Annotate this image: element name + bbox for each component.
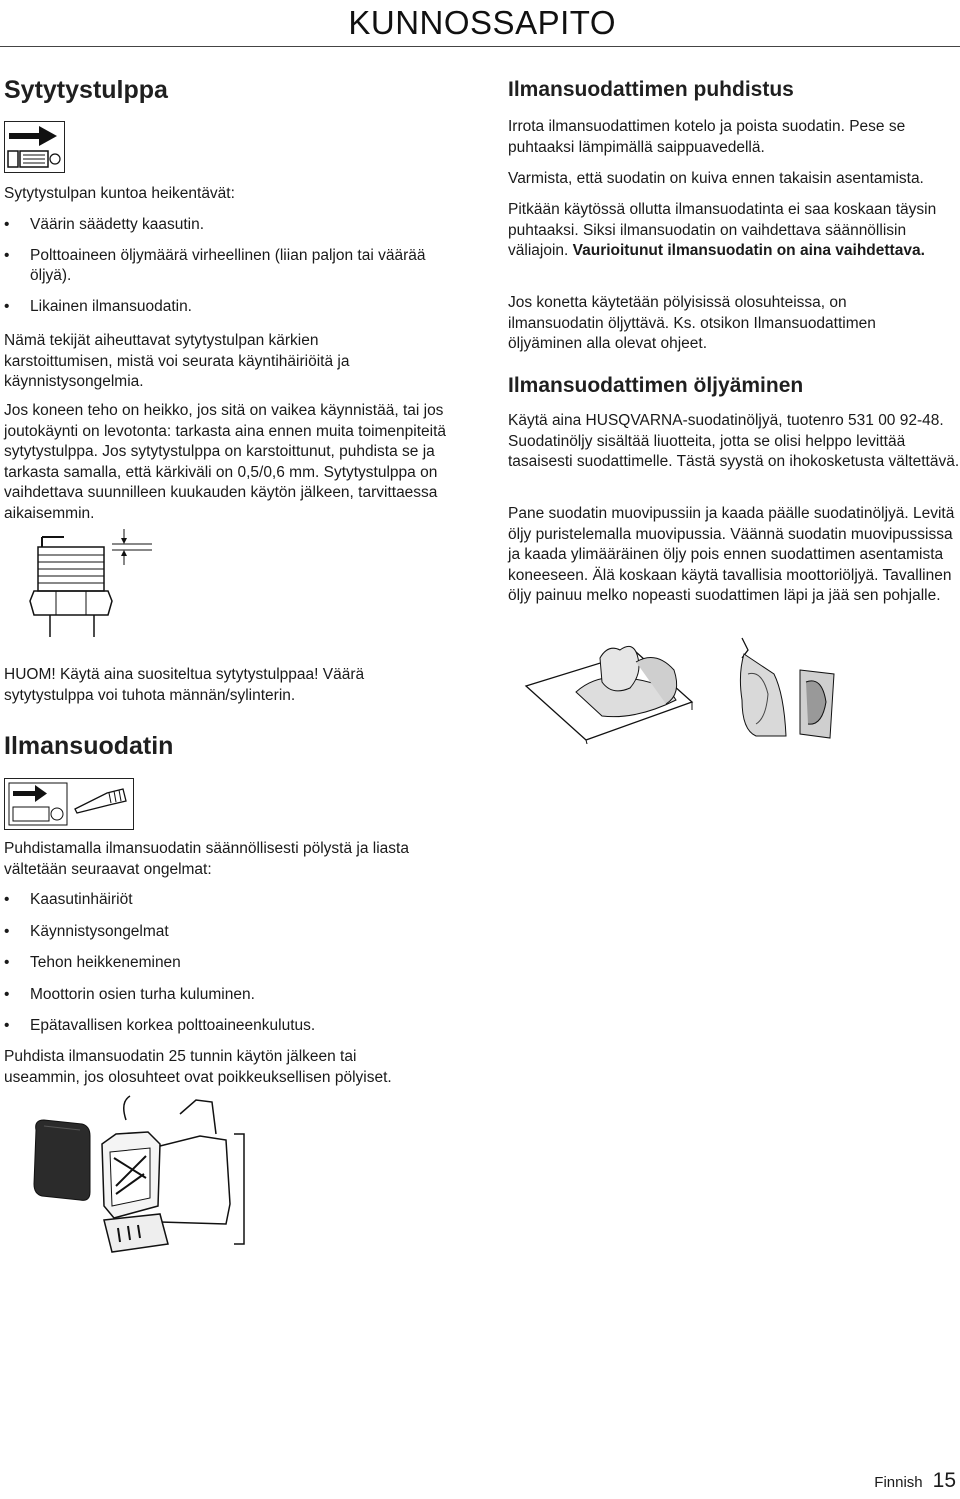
air-filter-housing-illustration bbox=[30, 1094, 260, 1264]
right-column bbox=[508, 0, 960, 1499]
spark-plug-para2: Jos koneen teho on heikko, jos sitä on vaikea käynnistää, tai jos joutokäynti on levotonta: tarkasta aina ennen muita toimenpiteitä sytytystulppa. Jos sytytystulppa on karstoittunut, puhdista se ja tarkasta samalla, että kärkiväli on 0,5/0,6 mm. Sytytystulppa on vaihdettava suunnilleen kuukauden käytön jälkeen, tarvittaessa aikaisemmin. bbox=[4, 402, 447, 522]
list-item: • Tehon heikkeneminen bbox=[4, 953, 456, 974]
cleaning-p4: Jos konetta käytetään pölyisissä olosuhteissa, on ilmansuodatin öljyttävä. Ks. otsikon Ilmansuodattimen öljyäminen alla olevat ohjeet. bbox=[508, 294, 876, 352]
oiling-p1: Käytä aina HUSQVARNA-suodatinöljyä, tuotenro 531 00 92-48. Suodatinöljy sisältää liuotteita, jotta se olisi helppo levittää tasaisesti suodattimelle. Tästä syystä on ihokosketusta vältettävä. bbox=[508, 412, 960, 470]
oiling-p2: Pane suodatin muovipussiin ja kaada päälle suodatinöljyä. Levitä öljy puristelemalla muovipussia. Väännä suodatin muovipussissa ja kaada ylimääräinen öljy pois ennen suodattimen asentamista koneeseen. Älä koskaan käytä tavallisia moottoriöljyä. Tavallinen öljy painuu melko nopeasti suodattimen läpi ja jää sen pohjalle. bbox=[508, 505, 955, 604]
arrow-spark-plug-icon bbox=[4, 121, 65, 173]
air-filter-heading: Ilmansuodatin bbox=[4, 732, 174, 760]
cleaning-p3 bbox=[508, 200, 948, 262]
cleaning-p1: Irrota ilmansuodattimen kotelo ja poista suodatin. Pese se puhtaaksi lämpimällä saippuavedellä. bbox=[508, 118, 906, 156]
footer-language: Finnish bbox=[874, 1474, 923, 1491]
page-footer bbox=[874, 1469, 956, 1493]
left-column bbox=[4, 0, 456, 1499]
spark-plug-para1: Nämä tekijät aiheuttavat sytytystulpan kärkien karstoittumisen, mistä voi seurata käyntihäiriöitä ja käynnistysongelmia. bbox=[4, 332, 350, 390]
list-item: • Väärin säädetty kaasutin. bbox=[4, 215, 456, 236]
air-filter-problems-list bbox=[4, 890, 456, 1037]
page-number: 15 bbox=[932, 1469, 956, 1492]
arrow-stop-brush-icon bbox=[4, 778, 134, 830]
cleaning-p3-bold: Vaurioitunut ilmansuodatin on aina vaihdettava. bbox=[572, 242, 925, 259]
list-item: • Likainen ilmansuodatin. bbox=[4, 297, 456, 318]
list-item: • Käynnistysongelmat bbox=[4, 922, 456, 943]
air-filter-intro: Puhdistamalla ilmansuodatin säännöllisesti pölystä ja liasta vältetään seuraavat ongelmat: bbox=[4, 840, 409, 878]
list-item: • Moottorin osien turha kuluminen. bbox=[4, 985, 456, 1006]
air-filter-para: Puhdista ilmansuodatin 25 tunnin käytön jälkeen tai useammin, jos olosuhteet ovat poikkeuksellisen pölyiset. bbox=[4, 1048, 392, 1086]
list-item: • Kaasutinhäiriöt bbox=[4, 890, 456, 911]
cleaning-heading: Ilmansuodattimen puhdistus bbox=[508, 78, 794, 101]
spark-plug-heading: Sytytystulppa bbox=[4, 76, 168, 104]
spark-plug-gap-illustration bbox=[24, 525, 184, 640]
spark-plug-note: HUOM! Käytä aina suositeltua sytytystulppaa! Väärä sytytystulppa voi tuhota männän/sylinterin. bbox=[4, 666, 365, 704]
page-title: KUNNOSSAPITO bbox=[348, 4, 616, 41]
spark-plug-causes-list bbox=[4, 215, 456, 317]
oiling-heading: Ilmansuodattimen öljyäminen bbox=[508, 374, 804, 397]
list-item: • Epätavallisen korkea polttoaineenkulutus. bbox=[4, 1016, 456, 1037]
cleaning-p2: Varmista, että suodatin on kuiva ennen takaisin asentamista. bbox=[508, 170, 924, 187]
list-item: • Polttoaineen öljymäärä virheellinen (liian paljon tai väärää öljyä). bbox=[4, 246, 456, 287]
spark-plug-intro: Sytytystulpan kuntoa heikentävät: bbox=[4, 185, 235, 202]
cleaning-p3-text: Pitkään käytössä ollutta ilmansuodatinta ei saa koskaan täysin puhtaaksi. Siksi ilmansuodatin on vaihdettava säännöllisin väliajoin. bbox=[508, 201, 937, 259]
filter-oiling-illustration bbox=[516, 634, 856, 744]
